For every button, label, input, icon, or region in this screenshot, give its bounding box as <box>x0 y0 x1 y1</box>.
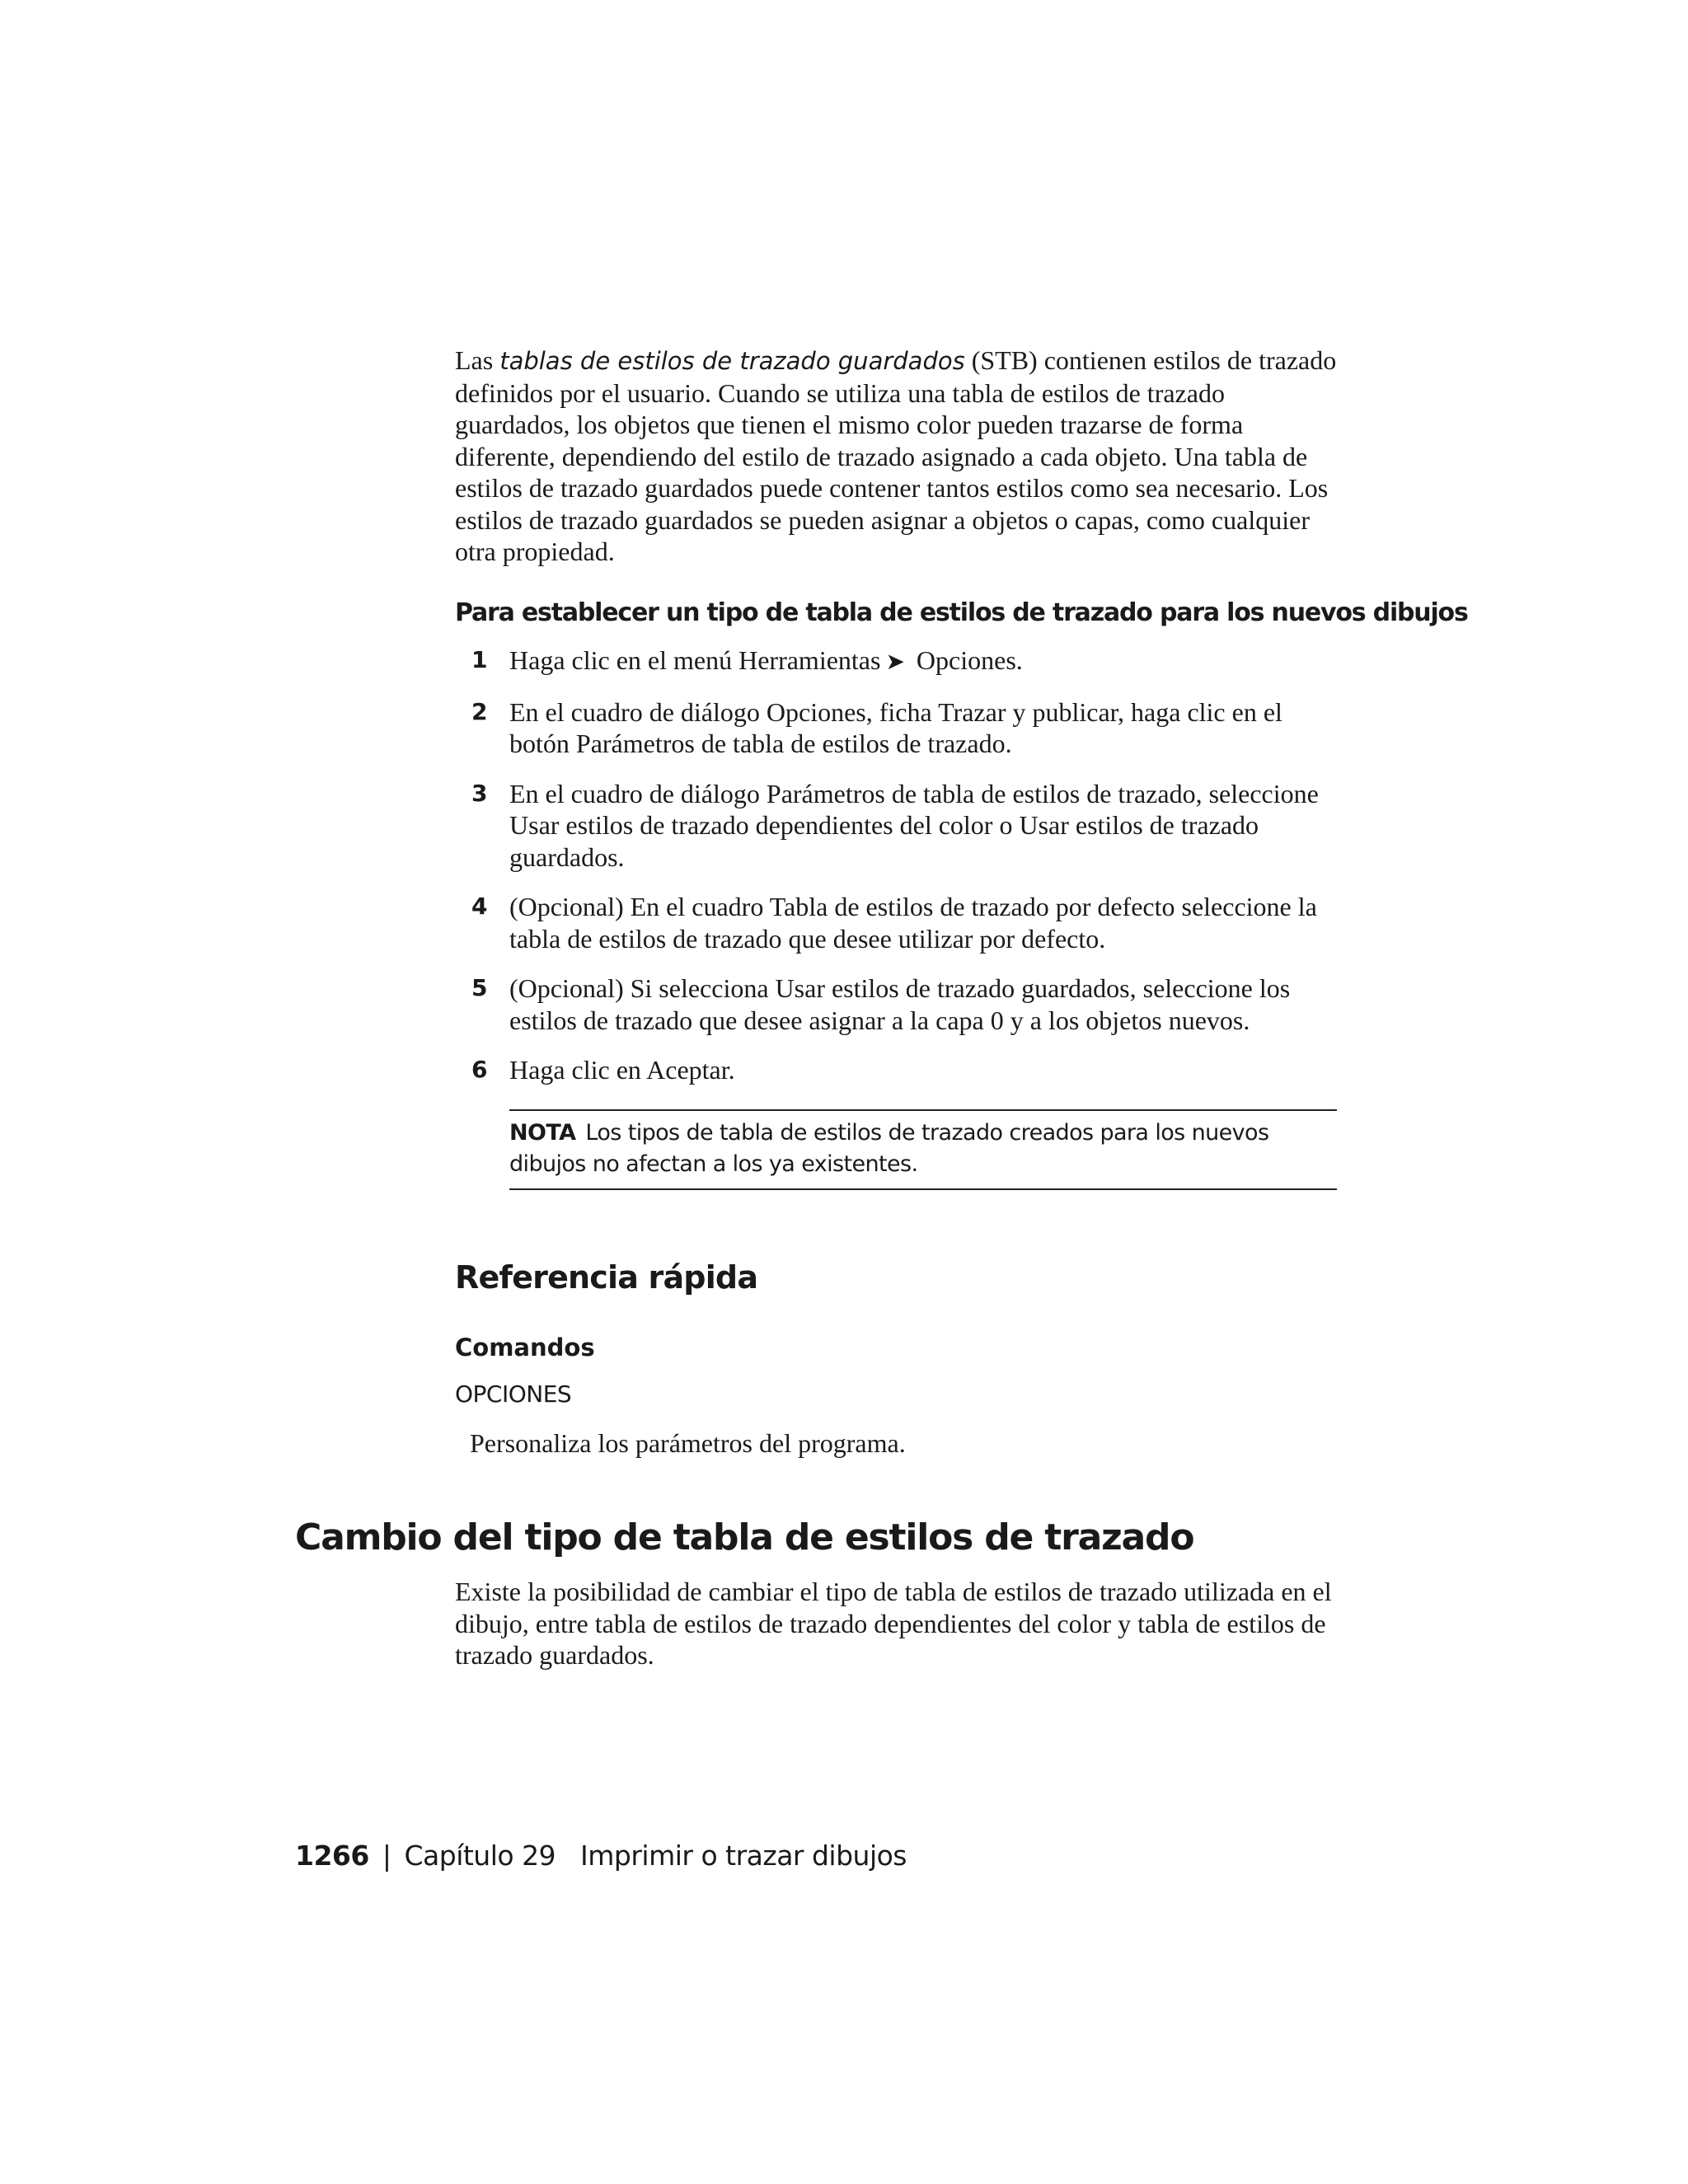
commands-heading: Comandos <box>455 1333 595 1361</box>
note-label: NOTA <box>509 1120 576 1146</box>
step-number: 1 <box>471 646 488 673</box>
chapter-title: Capítulo 29 Imprimir o trazar dibujos <box>404 1840 907 1872</box>
step-text: (Opcional) Si selecciona Usar estilos de trazado guardados, seleccione los estilos de trazado que desee asignar a la capa 0 y a los objetos nuevos. <box>509 973 1291 1035</box>
step-1 <box>455 644 1337 678</box>
step-text: En el cuadro de diálogo Opciones, ficha Trazar y publicar, haga clic en el botón Parámetros de tabla de estilos de trazado. <box>509 696 1282 758</box>
command-description: Personaliza los parámetros del programa. <box>470 1428 906 1458</box>
step-number: 6 <box>471 1056 488 1083</box>
note-box <box>509 1109 1337 1190</box>
procedure-heading: Para establecer un tipo de tabla de estilos de trazado para los nuevos dibujos <box>455 598 1468 627</box>
section-body: Existe la posibilidad de cambiar el tipo de tabla de estilos de trazado utilizada en el dibujo, entre tabla de estilos de trazado dependientes del color y tabla de estilos de trazado guardados. <box>455 1577 1332 1670</box>
step-2 <box>455 696 1337 760</box>
step-5 <box>455 972 1337 1036</box>
submenu-arrow-icon: ➤ <box>885 648 905 675</box>
step-text: En el cuadro de diálogo Parámetros de tabla de estilos de trazado, seleccione Usar estilos de trazado dependientes del color o Usar estilos de trazado guardados. <box>509 778 1319 872</box>
intro-lead: Las <box>455 345 500 375</box>
intro-paragraph <box>455 344 1337 568</box>
section-heading: Cambio del tipo de tabla de estilos de trazado <box>295 1516 1194 1558</box>
step-3 <box>455 778 1337 874</box>
intro-rest: (STB) contienen estilos de trazado definidos por el usuario. Cuando se utiliza una tabla de estilos de trazado guardados, los objetos que tienen el mismo color pueden trazarse de forma diferente, dependiendo del estilo de trazado asignado a cada objeto. Una tabla de estilos de trazado guardados puede contener tantos estilos como sea necesario. Los estilos de trazado guardados se pueden asignar a objetos o capas, como cualquier otra propiedad. <box>455 345 1337 566</box>
step-number: 3 <box>471 779 488 807</box>
command-name: OPCIONES <box>455 1380 572 1408</box>
page-number: 1266 <box>295 1840 369 1872</box>
step-6 <box>455 1054 1337 1086</box>
step-text: Haga clic en el menú Herramientas <box>509 645 881 675</box>
step-number: 5 <box>471 974 488 1001</box>
intro-term: tablas de estilos de trazado guardados <box>499 347 965 375</box>
procedure-steps <box>455 644 1337 1104</box>
step-text: (Opcional) En el cuadro Tabla de estilos de trazado por defecto seleccione la tabla de estilos de trazado que desee utilizar por defecto. <box>509 892 1317 954</box>
step-text-after: Opciones. <box>909 645 1023 675</box>
page-footer <box>295 1840 907 1872</box>
step-text: Haga clic en Aceptar. <box>509 1055 735 1085</box>
note-text: Los tipos de tabla de estilos de trazado creados para los nuevos dibujos no afectan a los ya existentes. <box>509 1120 1269 1177</box>
footer-separator: | <box>382 1840 392 1872</box>
step-4 <box>455 891 1337 954</box>
quick-reference-heading: Referencia rápida <box>455 1259 758 1296</box>
step-number: 4 <box>471 893 488 920</box>
step-number: 2 <box>471 697 488 725</box>
